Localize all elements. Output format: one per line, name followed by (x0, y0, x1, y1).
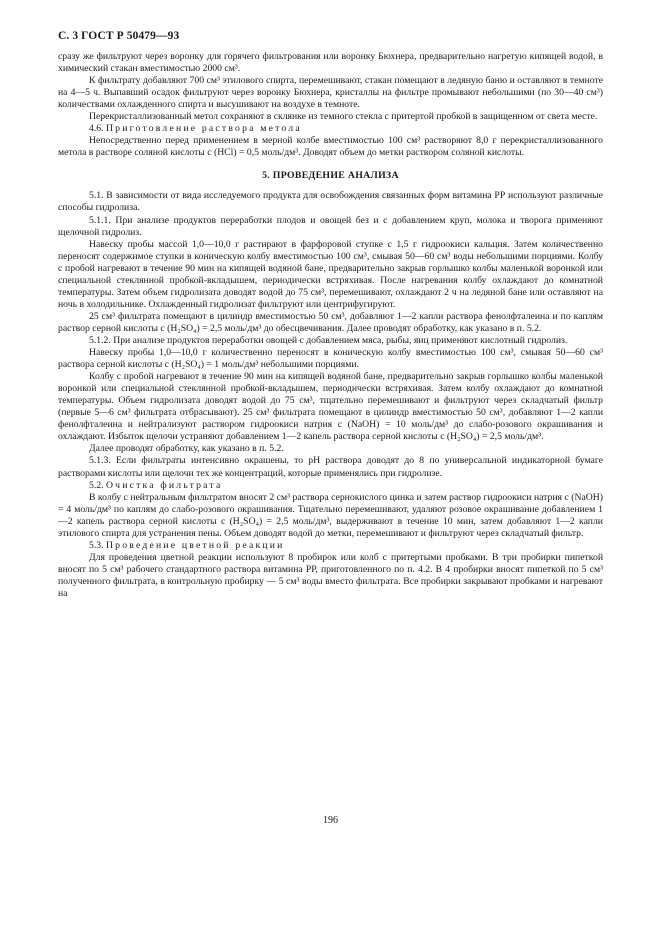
page-number: 196 (323, 815, 338, 826)
subsection-number: 4.6. (89, 123, 104, 135)
paragraph-p03: Перекристаллизованный метол сохраняют в склянке из темного стекла с притертой пробкой в защищенном от света месте. (89, 111, 598, 123)
paragraph-p08: 5.1.1. При анализе продуктов переработки плодов и овощей без и с добавлением круп, молока и творога применяют щелочной гидролиз. (58, 214, 603, 238)
paragraph-p09: Навеску пробы массой 1,0—10,0 г растирают в фарфоровой ступке с 1,5 г гидроокиси кальция. Затем количественно переносят содержимое ступки в коническую колбу вместимостью 100 см³, смывая 50—60 см³ воды небольшими порциями. Колбу с пробой нагревают в течение 90 мин на кипящей водяной бане, предварительно закрыв горлышко колбы маленькой воронкой или специальной стеклянной пробкой-вкладышем, периодически встряхивая. После нагревания колбу охлаждают до комнатной температуры. Затем объем гидролизата доводят водой до 75 см³, перемешивают, охлаждают 2 ч на ледяной бане или оставляют на ночь в холодильнике. Охлажденный гидролизат фильтруют или центрифугируют. (58, 238, 603, 310)
document-page (58, 30, 603, 600)
paragraph-p07: 5.1. В зависимости от вида исследуемого продукта для освобождения связанных форм витамина РР используют различные способы гидролиза. (58, 190, 603, 214)
paragraph-p04 (58, 123, 603, 135)
paragraph-p11: 5.1.2. При анализе продуктов переработки овощей с добавлением мяса, рыбы, яиц применяют кислотный гидролиз. (89, 334, 568, 346)
paragraph-p14: Далее проводят обработку, как указано в п. 5.2. (89, 443, 284, 455)
paragraph-p19: Для проведения цветной реакции используют 8 пробирок или колб с притертыми пробками. В три пробирки пипеткой вносят по 5 см³ рабочего стандартного раствора витамина РР, приготовленного по п. 4.2. В 4 пробирки вносят пипеткой по 5 см³ полученного фильтрата, в контрольную пробирку — 5 см³ воды вместо фильтрата. Все пробирки закрывают пробками и нагревают на (58, 551, 603, 599)
subsection-title: Проведение цветной реакции (105, 539, 285, 551)
paragraph-p15: 5.1.3. Если фильтраты интенсивно окрашены, то pH раствора доводят до 8 по универсальной индикаторной бумаге растворами кислоты или щелочи тех же концентраций, которые применялись при гидролизе. (58, 455, 603, 479)
subsection-number: 5.3. (89, 539, 104, 551)
document-body (58, 51, 603, 600)
paragraph-p12: Навеску пробы 1,0—10,0 г количественно переносят в коническую колбу вместимостью 100 см³, смывая 50—60 см³ раствора серной кислоты c (H₂SO₄) = 1 моль/дм³ небольшими порциями. (58, 347, 603, 371)
paragraph-p01: сразу же фильтруют через воронку для горячего фильтрования или воронку Бюхнера, предварительно нагретую кипящей водой, в химический стакан вместимостью 2000 см³. (58, 51, 603, 75)
paragraph-p18 (58, 540, 603, 552)
paragraph-p17: В колбу с нейтральным фильтратом вносят 2 см³ раствора сернокислого цинка и затем раствор гидроокиси натрия c (NaOH) = 4 моль/дм³ по каплям до слабо-розового окрашивания. Тщательно перемешивают, удаляют розовое окрашивание добавлением 1—2 капель раствора серной кислоты c (H₂SO₄) = 2,5 моль/дм³, выдерживают в течение 10 мин, затем добавляют 1—2 капли этилового спирта для устранения пены. Объем доводят водой до метки, перемешивают и фильтруют через складчатый фильтр. (58, 491, 603, 539)
subsection-title: Очистка фильтрата (105, 479, 223, 491)
paragraph-p16 (58, 480, 603, 492)
paragraph-p10: 25 см³ фильтрата помещают в цилиндр вместимостью 50 см³, добавляют 1—2 капли раствора фенолфталеина и по каплям раствор серной кислоты c (H₂SO₄) = 2,5 моль/дм³ до обесцвечивания. Далее проводят обработку, как указано в п. 5.2. (58, 310, 603, 334)
subsection-number: 5.2. (89, 479, 104, 491)
section-heading: 5. ПРОВЕДЕНИЕ АНАЛИЗА (262, 170, 399, 182)
page-header: С. 3 ГОСТ Р 50479—93 (58, 30, 180, 42)
paragraph-p13: Колбу с пробой нагревают в течение 90 мин на кипящей водяной бане, предварительно закрыв горлышко колбы маленькой воронкой или специальной стеклянной пробкой-вкладышем, периодически встряхивая. Затем колбу охлаждают до комнатной температуры. Объем гидролизата доводят водой до 75 см³, тщательно перемешивают и фильтруют через складчатый фильтр (первые 5—6 см³ фильтрата отбрасывают). 25 см³ фильтрата помещают в цилиндр вместимостью 50 см³, добавляют 1—2 капли фенолфталеина и нейтрализуют раствором гидроокиси натрия c (NaOH) = 10 моль/дм³ до слабо-розового окрашивания и охлаждают. Избыток щелочи устраняют добавлением 1—2 капель раствора серной кислоты c (H₂SO₄) = 2,5 моль/дм³. (58, 371, 603, 443)
paragraph-p02: К фильтрату добавляют 700 см³ этилового спирта, перемешивают, стакан помещают в ледяную баню и оставляют в темноте на 4—5 ч. Выпавший осадок фильтруют через воронку Бюхнера, кристаллы на фильтре промывают небольшими (по 30—40 см³) количествами охлажденного спирта и высушивают на воздухе в темноте. (58, 75, 603, 111)
subsection-title: Приготовление раствора метола (105, 123, 302, 135)
paragraph-p05: Непосредственно перед применением в мерной колбе вместимостью 100 см³ растворяют 8,0 г перекристаллизованного метола в растворе соляной кислоты c (HCl) = 0,5 моль/дм³. Доводят объем до метки раствором соляной кислоты. (58, 135, 603, 159)
